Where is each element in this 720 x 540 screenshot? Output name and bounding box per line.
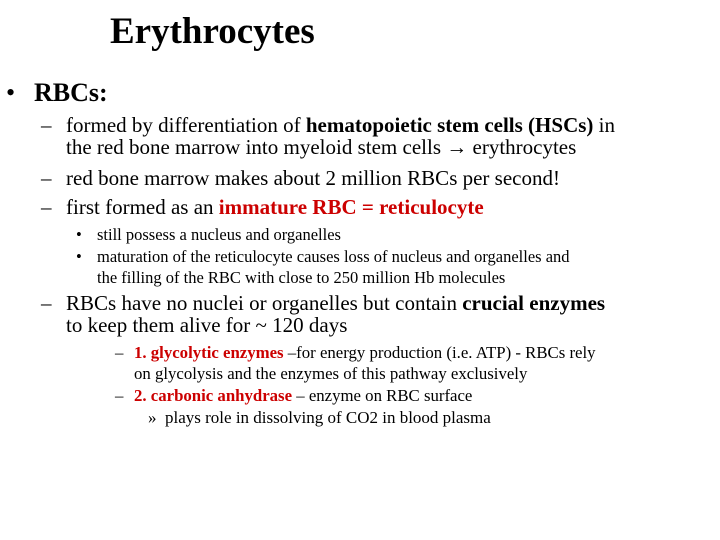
enzyme-2-line1-rest: – enzyme on RBC surface	[292, 386, 473, 405]
main-bullet-label: RBCs:	[34, 78, 108, 107]
sub1-line1-prefix: formed by differentiation of	[66, 113, 306, 137]
enzyme-1-name: 1. glycolytic enzymes	[134, 343, 284, 362]
sub-bullet-enzymes	[41, 292, 711, 336]
sub-bullet-production	[41, 167, 711, 189]
sub4-prefix: RBCs have no nuclei or organelles but contain	[66, 291, 463, 315]
enzyme-item-glycolytic	[115, 342, 715, 384]
main-bullet	[6, 76, 108, 110]
bullet-dot-icon: •	[76, 225, 82, 244]
dash-icon: –	[41, 113, 52, 137]
sub1-line1-bold: hematopoietic stem cells (HSCs)	[305, 113, 594, 137]
sub3-highlight: immature RBC = reticulocyte	[218, 195, 484, 219]
reticulocyte-point-1-text: still possess a nucleus and organelles	[97, 225, 341, 244]
bullet-dot-icon: •	[76, 247, 82, 266]
sub4-line2: to keep them alive for ~ 120 days	[66, 313, 348, 337]
sub2-text: red bone marrow makes about 2 million RBCs per second!	[66, 166, 560, 190]
enzyme-1-line1-rest: –for energy production (i.e. ATP) - RBCs rely	[283, 343, 596, 362]
dash-icon: –	[115, 386, 124, 405]
double-chevron-icon: »	[148, 408, 157, 427]
arrow-right-icon: →	[446, 135, 468, 159]
sub-bullet-reticulocyte	[41, 196, 711, 218]
enzyme-2-subpoint	[148, 407, 491, 429]
dash-icon: –	[41, 166, 52, 190]
enzyme-2-name: 2. carbonic anhydrase	[134, 386, 293, 405]
reticulocyte-point-1	[76, 224, 712, 245]
enzyme-item-carbonic-anhydrase	[115, 385, 715, 406]
sub3-prefix: first formed as an	[66, 195, 219, 219]
bullet-dot-icon: •	[6, 78, 16, 107]
reticulocyte-point-2	[76, 246, 712, 288]
slide-title: Erythrocytes	[110, 11, 315, 52]
sub1-line2-prefix: the red bone marrow into myeloid stem cells	[66, 135, 447, 159]
sub1-line1-suffix: in	[593, 113, 615, 137]
sub-bullet-formation	[41, 114, 711, 158]
sub1-line2-suffix: erythrocytes	[467, 135, 577, 159]
enzyme-1-line2: on glycolysis and the enzymes of this pathway exclusively	[134, 364, 528, 383]
enzyme-2-subpoint-text: plays role in dissolving of CO2 in blood plasma	[165, 408, 491, 427]
dash-icon: –	[41, 291, 52, 315]
sub4-bold: crucial enzymes	[462, 291, 606, 315]
reticulocyte-point-2-line2: the filling of the RBC with close to 250 million Hb molecules	[97, 268, 506, 287]
dash-icon: –	[115, 343, 124, 362]
dash-icon: –	[41, 195, 52, 219]
reticulocyte-point-2-line1: maturation of the reticulocyte causes loss of nucleus and organelles and	[97, 247, 570, 266]
